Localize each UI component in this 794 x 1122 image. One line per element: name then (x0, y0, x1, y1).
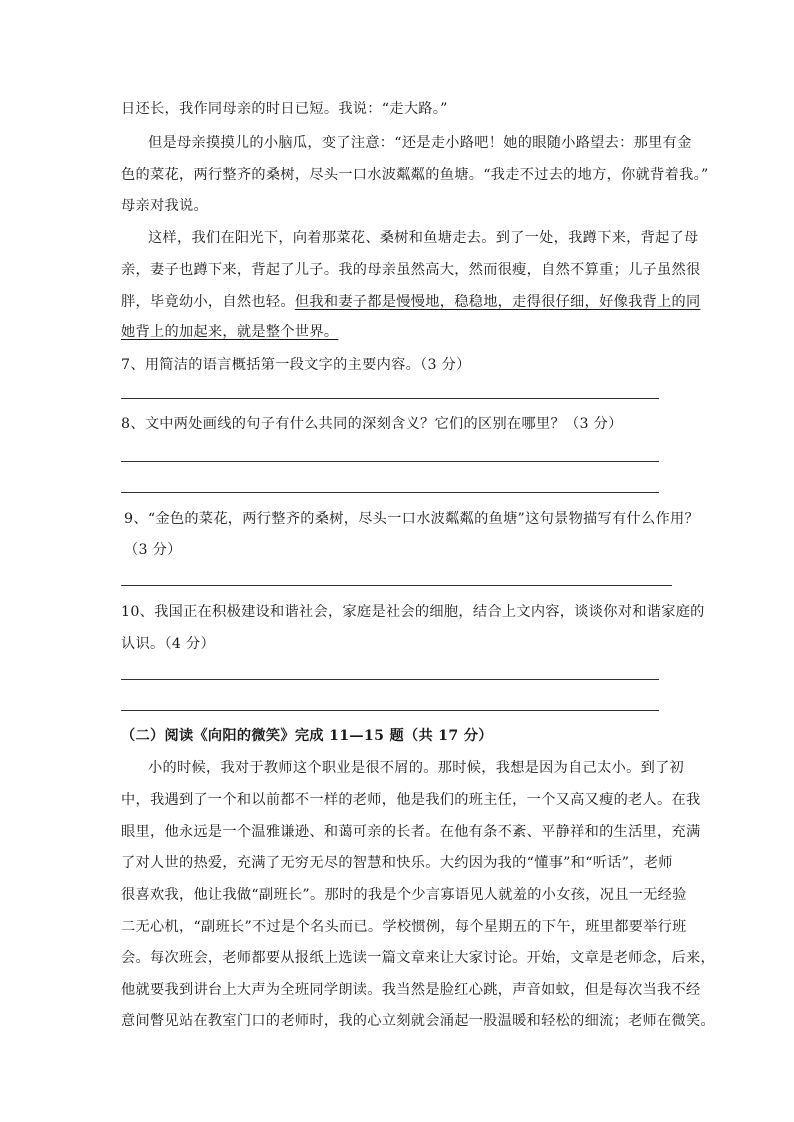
answer-line-q8-1[interactable] (121, 461, 659, 462)
passage1-line-1: 日还长，我作同母亲的时日已短。我说：“走大路。” (121, 101, 448, 117)
question-8: 8、文中两处画线的句子有什么共同的深刻含义？它们的区别在哪里？（3 分） (121, 416, 623, 432)
passage1-line-7 (121, 292, 701, 312)
passage1-line-2: 但是母亲摸摸儿的小脑瓜，变了注意：“还是走小路吧！她的眼随小路望去：那里有金 (148, 135, 692, 151)
passage1-line-4: 母亲对我说。 (121, 198, 208, 214)
underlined-sentence-part2: 她背上的加起来，就是整个世界。 (121, 324, 339, 340)
section2-line-4: 了对人世的热爱，充满了无穷无尽的智慧和快乐。大约因为我的“懂事”和“听话”，老师 (121, 855, 673, 871)
section2-line-7: 会。每次班会，老师都要从报纸上选读一篇文章来让大家讨论。开始，文章是老师念，后来， (121, 950, 715, 966)
section2-line-9: 意间瞥见站在教室门口的老师时，我的心立刻就会涌起一股温暖和轻松的细流；老师在微笑。 (121, 1013, 715, 1029)
section2-line-6: 二无心机，“副班长”不过是个名头而已。学校惯例，每个星期五的下午，班里都要举行班 (121, 919, 687, 935)
question-9-line-2: （3 分） (124, 542, 182, 558)
passage1-line-3: 色的菜花，两行整齐的桑树，尽头一口水波粼粼的鱼塘。“我走不过去的地方，你就背着我。” (121, 167, 709, 183)
question-10-line-2: 认识。（4 分） (121, 636, 215, 652)
section2-line-2: 中，我遇到了一个和以前都不一样的老师，他是我们的班主任，一个又高又瘦的老人。在我 (121, 792, 701, 808)
section2-line-1: 小的时候，我对于教师这个职业是很不屑的。那时候，我想是因为自己太小。到了初 (148, 760, 685, 776)
section2-line-8: 他就要我到讲台上大声为全班同学朗读。我当然是脸红心跳，声音如蚊，但是每次当我不经 (121, 982, 701, 998)
section-2-heading: （二）阅读《向阳的微笑》完成 11—15 题（共 17 分） (121, 728, 493, 744)
question-7: 7、用简洁的语言概括第一段文字的主要内容。（3 分） (121, 357, 471, 373)
answer-line-q9[interactable] (121, 585, 672, 586)
answer-line-q10-1[interactable] (121, 679, 659, 680)
answer-line-q10-2[interactable] (121, 710, 659, 711)
passage1-line-5: 这样，我们在阳光下，向着那菜花、桑树和鱼塘走去。到了一处，我蹲下来，背起了母 (148, 230, 699, 246)
question-10-line-1: 10、我国正在积极建设和谐社会，家庭是社会的细胞，结合上文内容，谈谈你对和谐家庭的 (121, 604, 705, 620)
section2-line-3: 眼里，他永远是一个温雅谦逊、和蔼可亲的长者。在他有条不紊、平静祥和的生活里，充满 (121, 824, 701, 840)
answer-line-q8-2[interactable] (121, 492, 659, 493)
underlined-sentence-part1: 但我和妻子都是慢慢地，稳稳地，走得很仔细，好像我背上的同 (294, 294, 701, 310)
passage1-line-6: 亲，妻子也蹲下来，背起了儿子。我的母亲虽然高大，然而很瘦，自然不算重；儿子虽然很 (121, 262, 701, 278)
question-9-line-1: 9、“金色的菜花，两行整齐的桑树，尽头一口水波粼粼的鱼塘”这句景物描写有什么作用？ (124, 511, 699, 527)
section2-line-5: 很喜欢我，他让我做“副班长”。那时的我是个少言寡语见人就羞的小女孩，况且一无经验 (121, 887, 687, 903)
answer-line-q7[interactable] (121, 398, 659, 399)
passage1-line-7-text: 胖，毕竟幼小，自然也轻。 (121, 294, 295, 310)
